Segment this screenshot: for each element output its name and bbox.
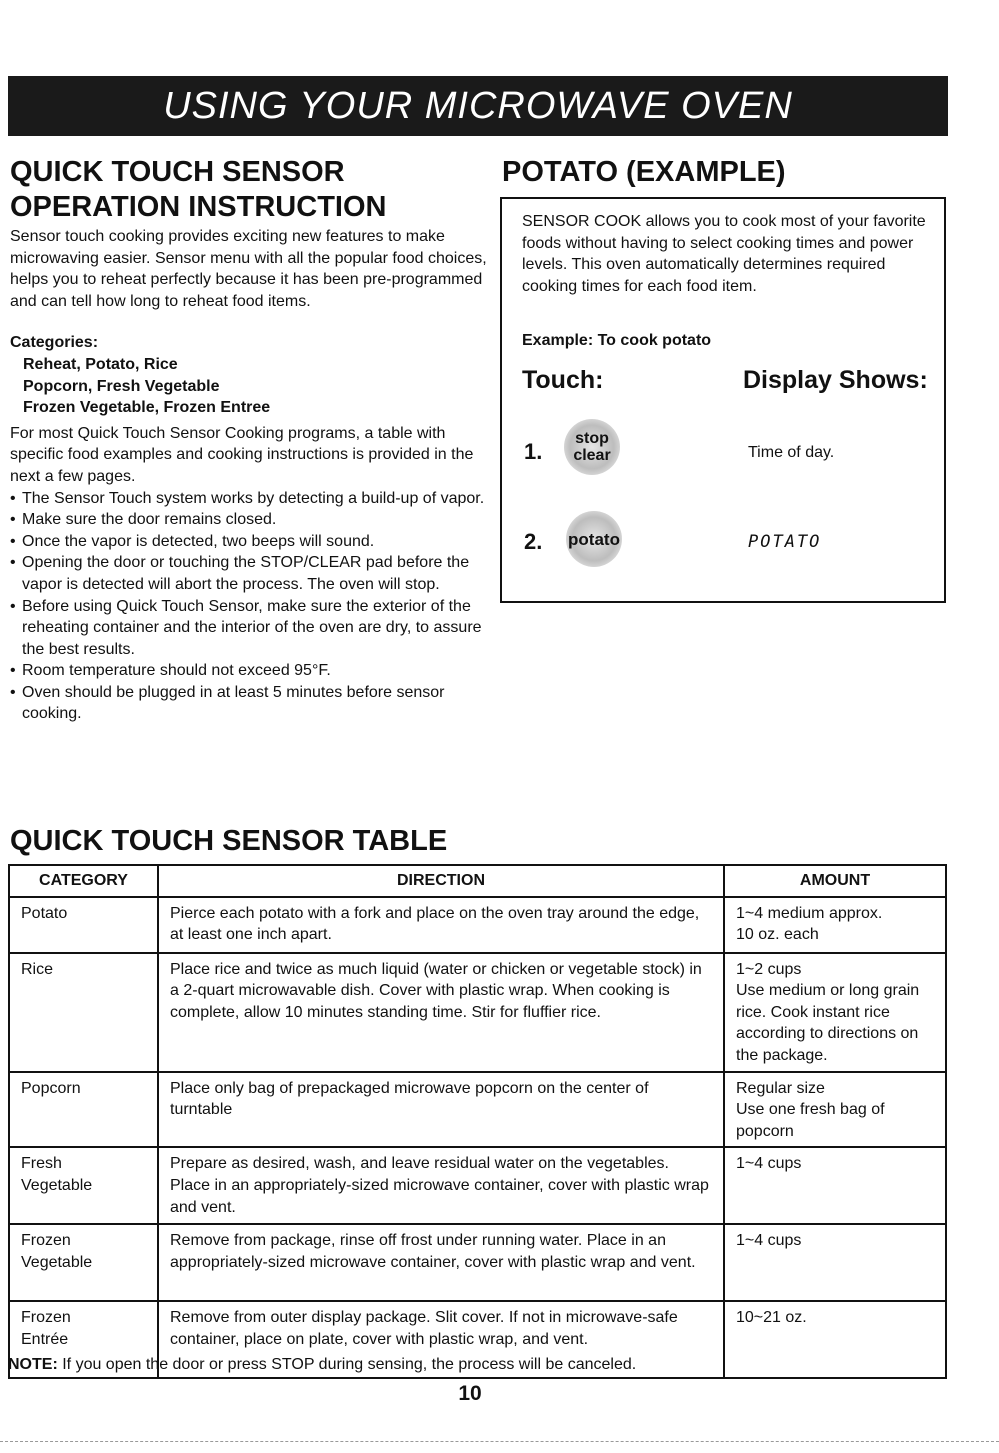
amount-cell: 1~4 cups xyxy=(724,1147,946,1224)
potato-example-box xyxy=(500,197,946,603)
amount-cell: 1~4 medium approx. 10 oz. each xyxy=(724,897,946,953)
note xyxy=(8,1356,636,1374)
category-cell: Frozen Entrée xyxy=(9,1301,158,1378)
direction-cell: Place only bag of prepackaged microwave popcorn on the center of turntable xyxy=(158,1072,724,1148)
table-row xyxy=(9,1147,946,1224)
direction-cell: Remove from outer display package. Slit cover. If not in microwave-safe container, place on plate, cover with plastic wrap, and vent. xyxy=(158,1301,724,1378)
amount-cell: 1~2 cups Use medium or long grain rice. Cook instant rice according to directions on the package. xyxy=(724,953,946,1072)
operation-title-line2: OPERATION INSTRUCTION xyxy=(10,191,387,223)
note-text: If you open the door or press STOP during sensing, the process will be canceled. xyxy=(57,1356,637,1373)
category-cell: Frozen Vegetable xyxy=(9,1224,158,1301)
step-number: 2. xyxy=(524,529,543,554)
sensor-table xyxy=(8,864,947,1379)
table-row xyxy=(9,953,946,1072)
table-row xyxy=(9,897,946,953)
direction-cell: Prepare as desired, wash, and leave residual water on the vegetables. Place in an appropriately-sized microwave container, cover with plastic wrap and vent. xyxy=(158,1147,724,1224)
operation-bullets xyxy=(10,488,490,726)
display-header: Display Shows: xyxy=(743,366,928,394)
display-potato: POTATO xyxy=(748,532,822,552)
category-cell: Popcorn xyxy=(9,1072,158,1148)
category-line: Popcorn, Fresh Vegetable xyxy=(23,377,220,395)
bullet-item: • Opening the door or touching the STOP/CLEAR pad before the vapor is detected will abort the process. The oven will stop. xyxy=(10,552,490,595)
potato-title: POTATO (EXAMPLE) xyxy=(502,156,786,188)
stop-clear-pad-icon xyxy=(564,419,620,475)
bullet-item: • Oven should be plugged in at least 5 minutes before sensor cooking. xyxy=(10,682,490,725)
example-label: Example: To cook potato xyxy=(522,332,712,349)
categories-label: Categories: xyxy=(10,334,99,352)
direction-cell: Place rice and twice as much liquid (water or chicken or vegetable stock) in a 2-quart microwavable dish. Cover with plastic wrap. When cooking is complete, allow 10 minutes standing time. Stir for fluffier rice. xyxy=(158,953,724,1072)
operation-title-line1: QUICK TOUCH SENSOR xyxy=(10,156,345,188)
bullet-item: • Make sure the door remains closed. xyxy=(10,509,490,531)
operation-instructions xyxy=(10,226,490,725)
potato-intro: SENSOR COOK allows you to cook most of your favorite foods without having to select cooking times and power levels. This oven automatically determines required cooking times for each food item. xyxy=(522,213,926,295)
sensor-table-title: QUICK TOUCH SENSOR TABLE xyxy=(10,825,448,857)
page-banner xyxy=(8,76,948,136)
direction-cell: Pierce each potato with a fork and place on the oven tray around the edge, at least one inch apart. xyxy=(158,897,724,953)
note-label: NOTE: xyxy=(8,1356,58,1373)
category-cell: Potato xyxy=(9,897,158,953)
amount-cell: 1~4 cups xyxy=(724,1224,946,1301)
potato-pad-icon xyxy=(566,511,622,567)
bullet-item: • The Sensor Touch system works by detecting a build-up of vapor. xyxy=(10,488,490,510)
category-line: Frozen Vegetable, Frozen Entree xyxy=(23,399,271,417)
column-header: DIRECTION xyxy=(158,865,724,897)
amount-cell: 10~21 oz. xyxy=(724,1301,946,1378)
bullet-item: • Once the vapor is detected, two beeps will sound. xyxy=(10,531,490,553)
operation-para2: For most Quick Touch Sensor Cooking programs, a table with specific food examples and cooking instructions is provided in the next a few pages. xyxy=(10,424,474,485)
column-header: CATEGORY xyxy=(9,865,158,897)
step-number: 1. xyxy=(524,439,543,464)
column-header: AMOUNT xyxy=(724,865,946,897)
operation-intro: Sensor touch cooking provides exciting new features to make microwaving easier. Sensor menu with all the popular food choices, helps you to reheat perfectly because it has been pre-programmed and can tell how long to reheat food items. xyxy=(10,228,487,310)
touch-header: Touch: xyxy=(522,366,604,394)
bullet-item: • Room temperature should not exceed 95°F. xyxy=(10,660,490,682)
banner-title: USING YOUR MICROWAVE OVEN xyxy=(163,84,793,127)
pad-label: clear xyxy=(573,447,611,464)
direction-cell: Remove from package, rinse off frost under running water. Place in an appropriately-sized microwave container, cover with plastic wrap and vent. xyxy=(158,1224,724,1301)
category-line: Reheat, Potato, Rice xyxy=(23,355,178,373)
table-row xyxy=(9,1224,946,1301)
category-cell: Rice xyxy=(9,953,158,1072)
pad-label: stop xyxy=(575,430,609,447)
table-row xyxy=(9,1072,946,1148)
bullet-item: • Before using Quick Touch Sensor, make sure the exterior of the reheating container and the interior of the oven are dry, to assure the best results. xyxy=(10,596,490,661)
pad-label: potato xyxy=(568,529,620,549)
table-header-row xyxy=(9,865,946,897)
bottom-divider xyxy=(0,1441,999,1442)
amount-cell: Regular size Use one fresh bag of popcorn xyxy=(724,1072,946,1148)
categories-block xyxy=(10,332,490,418)
display-time-of-day: Time of day. xyxy=(748,444,835,461)
category-cell: Fresh Vegetable xyxy=(9,1147,158,1224)
page-number: 10 xyxy=(458,1382,482,1405)
